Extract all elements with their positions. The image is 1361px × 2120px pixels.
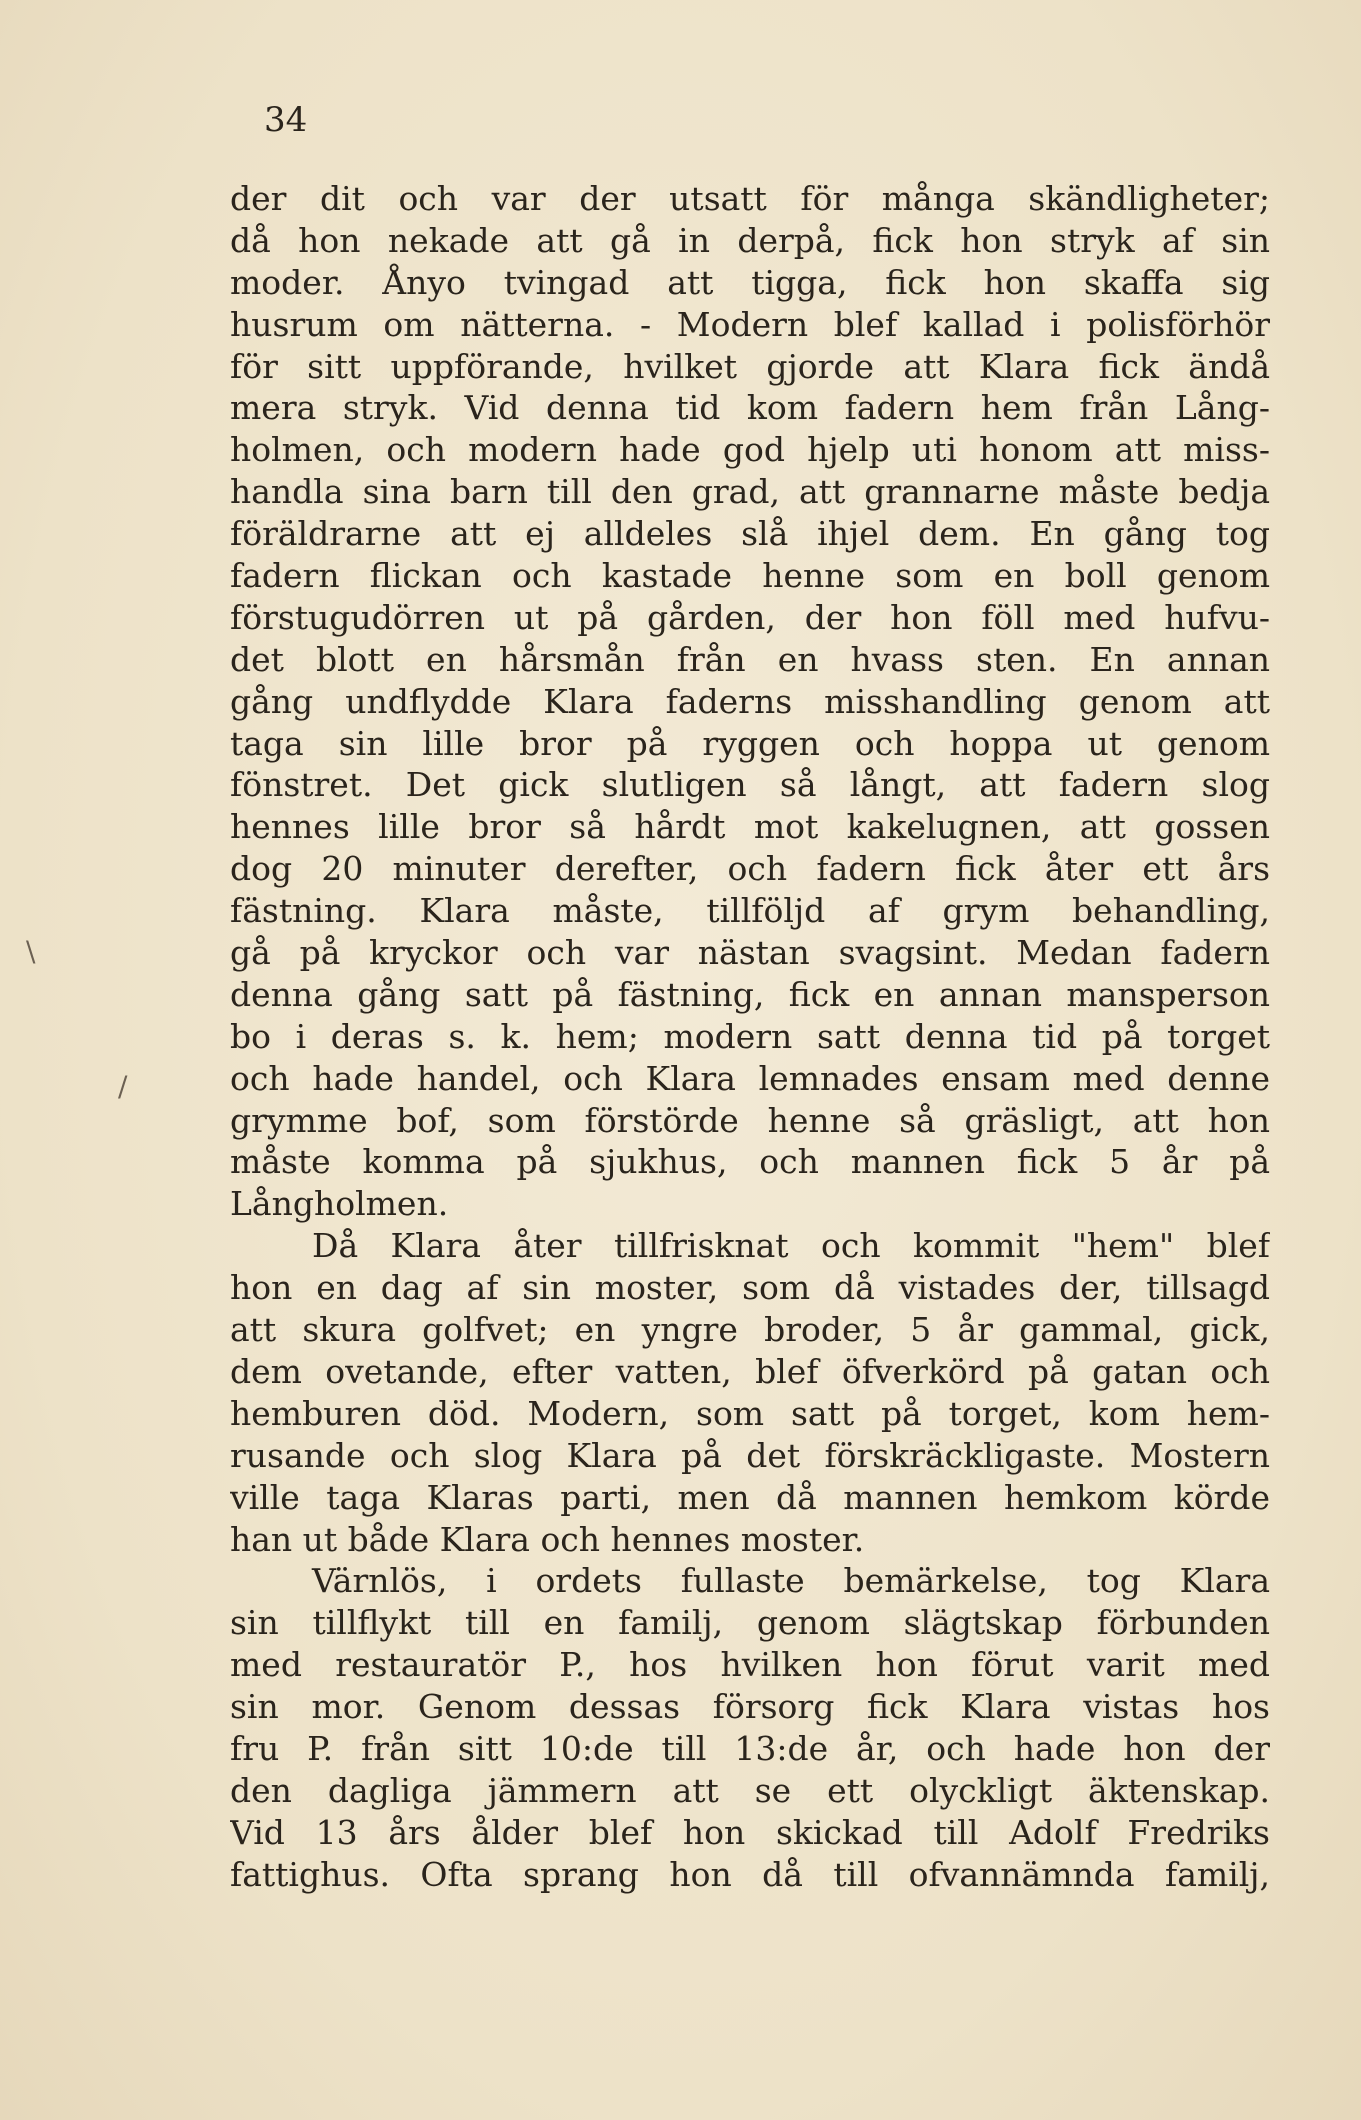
text-line: då hon nekade att gå in derpå, fick hon stryk af sin — [230, 220, 1270, 260]
text-line: med restauratör P., hos hvilken hon förut varit med — [230, 1645, 1270, 1685]
text-line: hon en dag af sin moster, som då vistades der, tillsagd — [230, 1268, 1270, 1308]
body-text — [230, 178, 1270, 1896]
text-line: det blott en hårsmån från en hvass sten. En annan — [230, 639, 1270, 679]
text-line: hennes lille bror så hårdt mot kakelugnen, att gossen — [230, 807, 1270, 847]
text-line: sin tillflykt till en familj, genom slägtskap förbunden — [230, 1603, 1270, 1643]
text-line: mera stryk. Vid denna tid kom fadern hem från Lång- — [230, 388, 1270, 428]
text-line: för sitt uppförande, hvilket gjorde att Klara fick ändå — [230, 346, 1270, 386]
text-line: moder. Ånyo tvingad att tigga, fick hon skaffa sig — [230, 262, 1270, 302]
text-line: att skura golfvet; en yngre broder, 5 år gammal, gick, — [230, 1310, 1270, 1350]
text-line: Långholmen. — [230, 1184, 449, 1224]
text-line: denna gång satt på fästning, fick en annan mansperson — [230, 974, 1270, 1014]
text-line: taga sin lille bror på ryggen och hoppa ut genom — [230, 723, 1270, 763]
text-line: gång undflydde Klara faderns misshandling genom att — [230, 681, 1270, 721]
text-line: den dagliga jämmern att se ett olyckligt äktenskap. — [230, 1770, 1270, 1810]
text-line: fattighus. Ofta sprang hon då till ofvannämnda familj, — [230, 1854, 1270, 1894]
text-line: Vid 13 års ålder blef hon skickad till Adolf Fredriks — [230, 1812, 1270, 1852]
page-number: 34 — [264, 100, 308, 140]
text-line: husrum om nätterna. - Modern blef kallad i polisförhör — [230, 304, 1270, 344]
text-line: måste komma på sjukhus, och mannen fick 5 år på — [230, 1142, 1270, 1182]
text-line: och hade handel, och Klara lemnades ensam med denne — [230, 1058, 1270, 1098]
text-line: handla sina barn till den grad, att grannarne måste bedja — [230, 472, 1270, 512]
text-line: holmen, och modern hade god hjelp uti honom att miss- — [230, 430, 1270, 470]
text-line: ville taga Klaras parti, men då mannen hemkom körde — [230, 1477, 1270, 1517]
text-line: fästning. Klara måste, tillföljd af grym behandling, — [230, 891, 1270, 931]
text-line: der dit och var der utsatt för många skändligheter; — [230, 179, 1270, 218]
text-line: Då Klara åter tillfrisknat och kommit "hem" blef — [312, 1226, 1270, 1266]
text-line: fadern flickan och kastade henne som en boll genom — [230, 556, 1270, 596]
text-line: hemburen död. Modern, som satt på torget, kom hem- — [230, 1393, 1270, 1433]
text-line: fru P. från sitt 10:de till 13:de år, och hade hon der — [230, 1728, 1270, 1768]
text-line: dem ovetande, efter vatten, blef öfverkörd på gatan och — [230, 1351, 1270, 1391]
text-line: han ut både Klara och hennes moster. — [230, 1519, 865, 1559]
text-line: sin mor. Genom dessas försorg fick Klara vistas hos — [230, 1687, 1270, 1727]
margin-mark: / — [118, 1070, 128, 1103]
text-line: Värnlös, i ordets fullaste bemärkelse, tog Klara — [312, 1561, 1270, 1601]
text-line: föräldrarne att ej alldeles slå ihjel dem. En gång tog — [230, 514, 1270, 554]
text-line: bo i deras s. k. hem; modern satt denna tid på torget — [230, 1016, 1270, 1056]
text-line: förstugudörren ut på gården, der hon föll med hufvu- — [230, 597, 1270, 637]
text-line: grymme bof, som förstörde henne så gräsligt, att hon — [230, 1100, 1270, 1140]
text-line: dog 20 minuter derefter, och fadern fick åter ett års — [230, 849, 1270, 889]
text-line: fönstret. Det gick slutligen så långt, att fadern slog — [230, 765, 1270, 805]
text-line: rusande och slog Klara på det förskräckligaste. Mostern — [230, 1435, 1270, 1475]
margin-mark: \ — [26, 935, 36, 968]
text-line: gå på kryckor och var nästan svagsint. Medan fadern — [230, 933, 1270, 973]
